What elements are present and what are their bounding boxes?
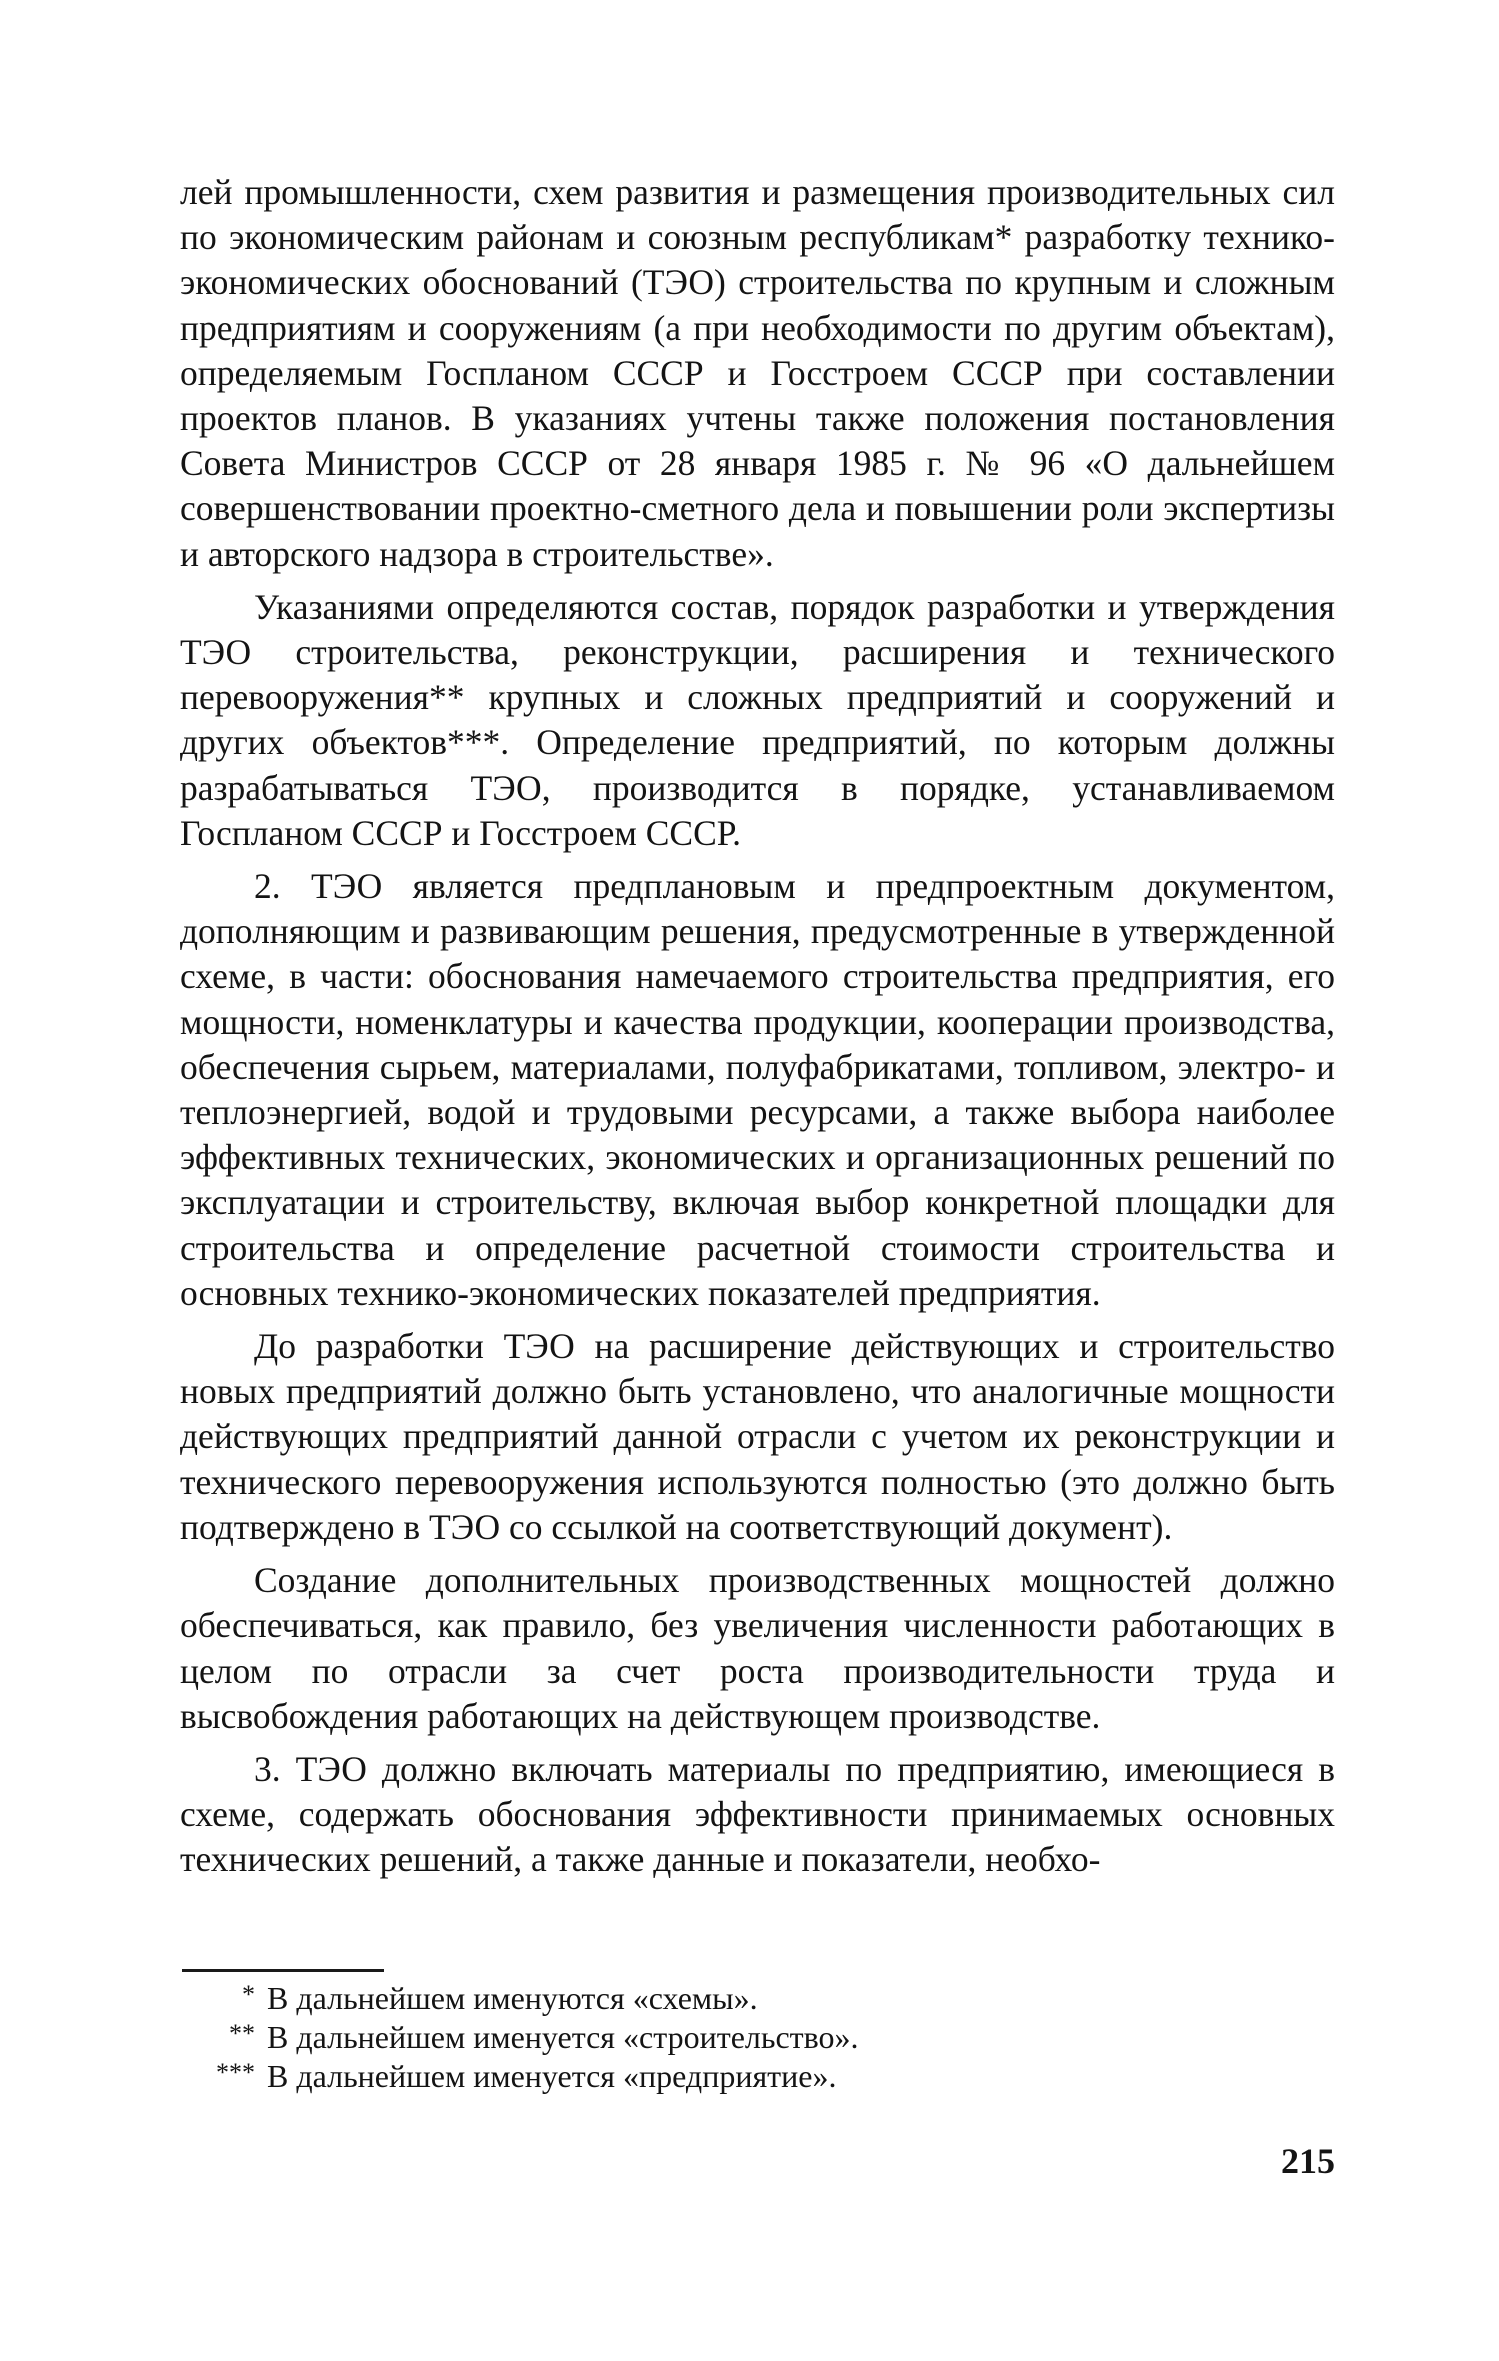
footnote (180, 2058, 1335, 2097)
paragraph-prerequisite: До разработки ТЭО на расширение действующих и строительство новых предприятий должно быть установлено, что аналогичные мощности действующих предприятий данной отрасли с учетом их реконструкции и технического перевооружения используются полностью (это должно быть подтверждено в ТЭО со ссылкой на соответствующий документ). (180, 1326, 1335, 1547)
footnote (180, 1980, 1335, 2019)
paragraph-scope: Указаниями определяются состав, порядок разработки и утверждения ТЭО строительства, реконструкции, расширения и технического перевооружения** крупных и сложных предприятий и сооружений и других объектов***. Определение предприятий, по которым должны разрабатываться ТЭО, производится в порядке, устанавливаемом Госпланом СССР и Госстроем СССР. (180, 586, 1335, 853)
paragraph-capacity: Создание дополнительных производственных мощностей должно обеспечиваться, как правило, без увеличения численности работающих в целом по отрасли за счет роста производительности труда и высвобождения работающих на действующем производстве. (180, 1560, 1335, 1736)
page-number: 215 (1281, 2141, 1335, 2181)
footnote-text: В дальнейшем именуется «строительство». (267, 2019, 859, 2055)
footnote-text: В дальнейшем именуются «схемы». (267, 1980, 758, 2016)
paragraph-item-2: 2. ТЭО является предплановым и предпроектным документом, дополняющим и развивающим решения, предусмотренные в утвержденной схеме, в части: обоснования намечаемого строительства предприятия, его мощности, номенклатуры и качества продукции, кооперации производства, обеспечения сырьем, материалами, полуфабрикатами, топливом, электро- и теплоэнергией, водой и трудовыми ресурсами, а также выбора наиболее эффективных технических, экономических и организационных решений по эксплуатации и строительству, включая выбор конкретной площадки для строительства и определение расчетной стоимости строительства и основных технико-экономических показателей предприятия. (180, 866, 1335, 1313)
footnotes (180, 1980, 1335, 2097)
paragraph-continuation: лей промышленности, схем развития и размещения производительных сил по экономическим районам и союзным республикам* разработку технико-экономических обоснований (ТЭО) строительства по крупным и сложным предприятиям и сооружениям (а при необходимости по другим объектам), определяемым Госпланом СССР и Госстроем СССР при составлении проектов планов. В указаниях учтены также положения постановления Совета Министров СССР от 28 января 1985 г. № 96 «О дальнейшем совершенствовании проектно-сметного дела и повышении роли экспертизы и авторского надзора в строительстве». (180, 172, 1335, 574)
footnote-divider (182, 1969, 384, 1972)
footnote-mark: * (242, 1980, 255, 2009)
footnote-mark: *** (216, 2058, 255, 2087)
footnote (180, 2019, 1335, 2058)
paragraph-item-3: 3. ТЭО должно включать материалы по предприятию, имеющиеся в схеме, содержать обоснования эффективности принимаемых основных технических решений, а также данные и показатели, необхо- (180, 1748, 1335, 1880)
footnote-text: В дальнейшем именуется «предприятие». (267, 2058, 837, 2094)
main-text (180, 170, 1335, 1891)
footnote-mark: ** (229, 2019, 255, 2048)
